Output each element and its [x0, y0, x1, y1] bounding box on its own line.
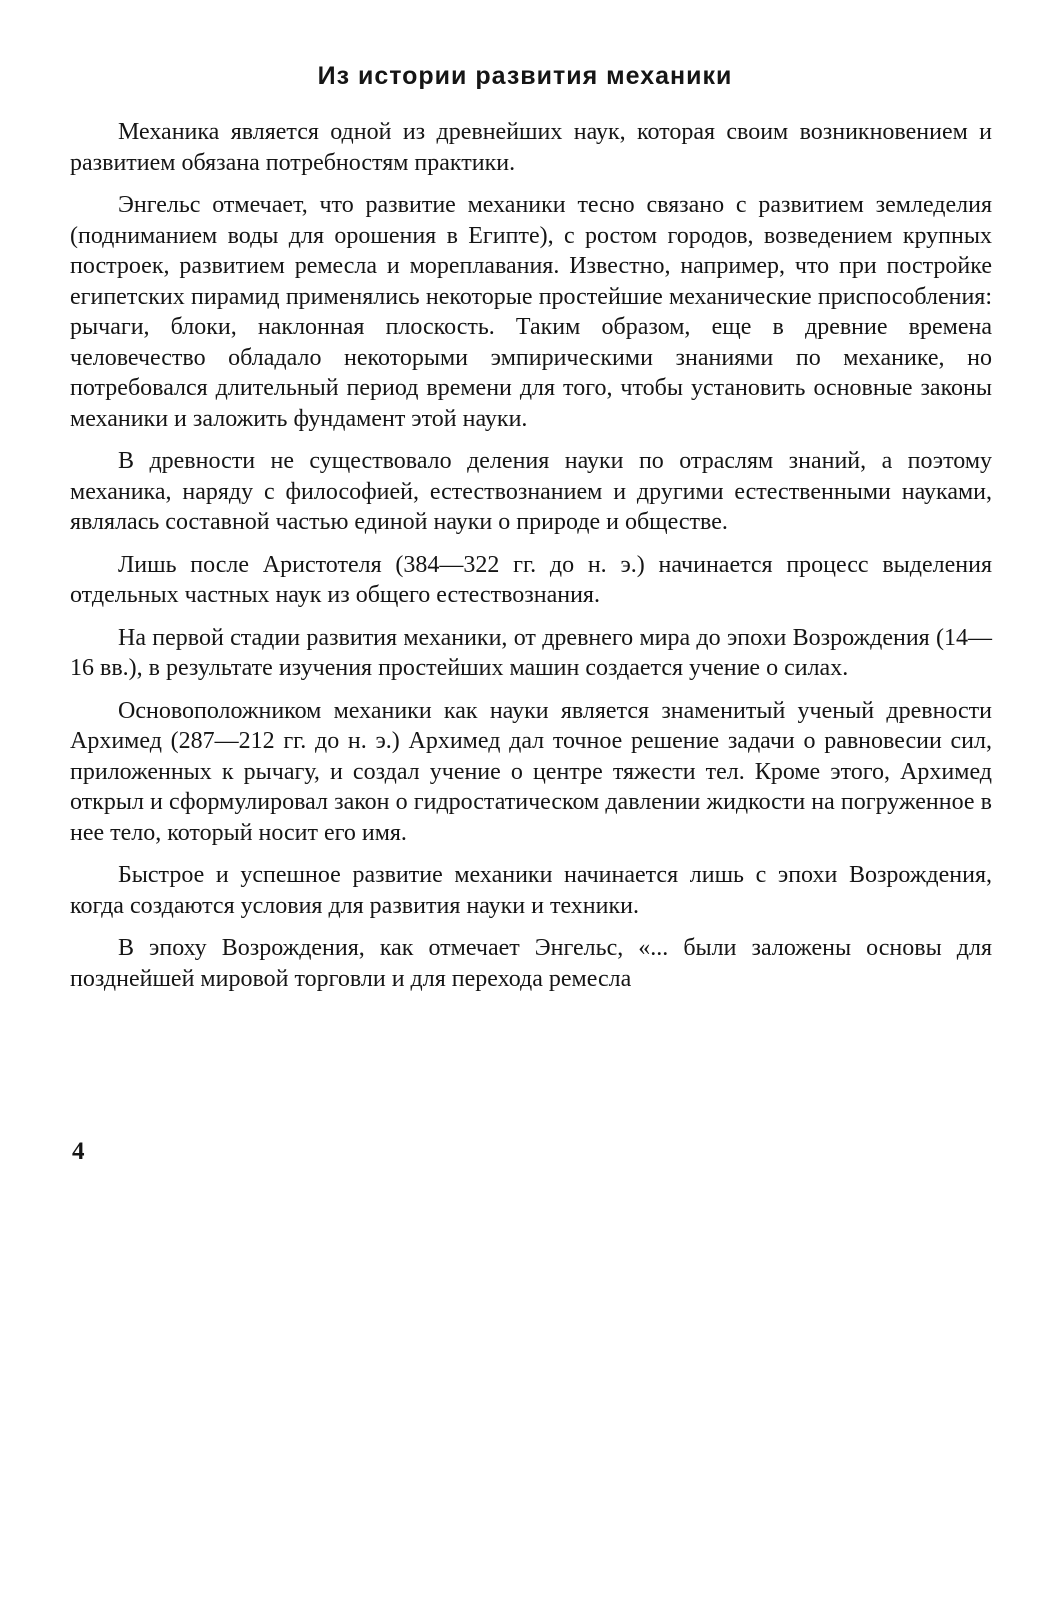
paragraph: В древности не существовало деления науки по отраслям знаний, а поэтому механика, наряду с философией, естествознанием и другими естественными науками, являлась составной частью единой науки о природе и обществе. [70, 448, 992, 535]
paragraph: Быстрое и успешное развитие механики начинается лишь с эпохи Возрождения, когда создаются условия для развития науки и техники. [70, 862, 992, 919]
section-title: Из истории развития механики [317, 62, 733, 90]
paragraph: Основоположником механики как науки является знаменитый ученый древности Архимед (287—212 гг. до н. э.) Архимед дал точное решение задачи о равновесии сил, приложенных к рычагу, и создал учение о центре тяжести тел. Кроме этого, Архимед открыл и сформулировал закон о гидростатическом давлении жидкости на погруженное в нее тело, который носит его имя. [70, 697, 992, 846]
paragraph: Лишь после Аристотеля (384—322 гг. до н. э.) начинается процесс выделения отдельных частных наук из общего естествознания. [70, 551, 992, 608]
body-text [70, 117, 992, 1006]
paragraph: В эпоху Возрождения, как отмечает Энгельс, «... были заложены основы для позднейшей мировой торговли и для перехода ремесла [70, 935, 992, 992]
page-number: 4 [72, 1138, 85, 1165]
paragraph: На первой стадии развития механики, от древнего мира до эпохи Возрождения (14—16 вв.), в результате изучения простейших машин создается учение о силах. [70, 624, 992, 681]
paragraph: Энгельс отмечает, что развитие механики тесно связано с развитием земледелия (подниманием воды для орошения в Египте), с ростом городов, возведением крупных построек, развитием ремесла и мореплавания. Известно, например, что при постройке египетских пирамид применялись некоторые простейшие механические приспособления: рычаги, блоки, наклонная плоскость. Таким образом, еще в древние времена человечество обладало некоторыми эмпирическими знаниями по механике, но потребовался длительный период времени для того, чтобы установить основные законы механики и заложить фундамент этой науки. [70, 192, 992, 432]
paragraph: Механика является одной из древнейших наук, которая своим возникновением и развитием обязана потребностям практики. [70, 119, 992, 176]
